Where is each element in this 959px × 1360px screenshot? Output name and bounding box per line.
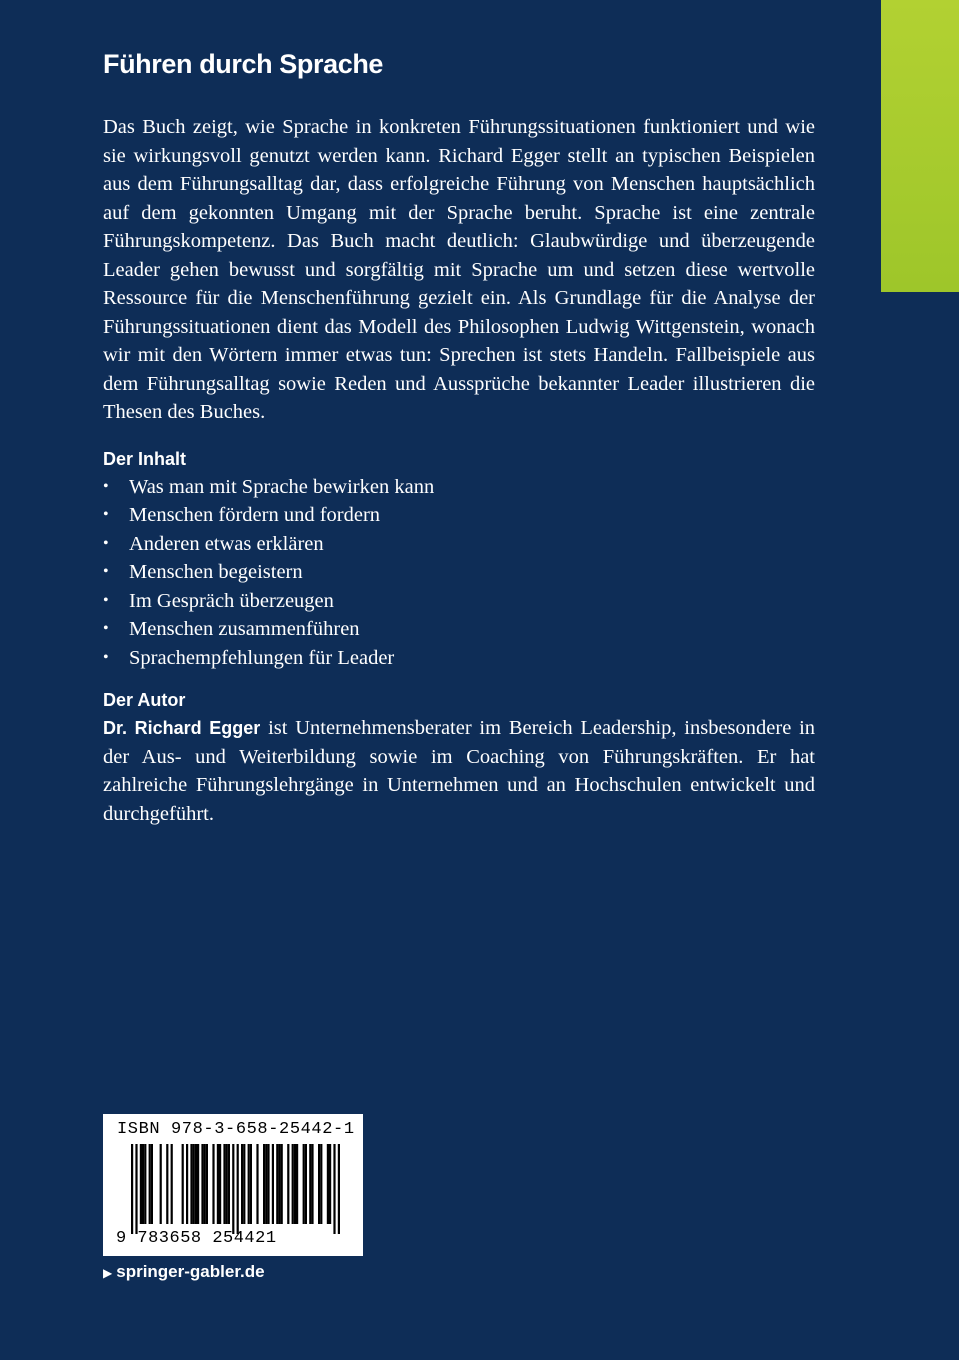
barcode-guard-bar — [338, 1144, 340, 1234]
barcode-bar — [151, 1144, 153, 1224]
play-arrow-icon: ▶ — [103, 1266, 113, 1280]
barcode-bar — [144, 1144, 146, 1224]
author-bio — [103, 714, 815, 828]
barcode-bar — [186, 1144, 188, 1224]
barcode-bar — [267, 1144, 269, 1224]
bullet-icon: • — [103, 477, 109, 495]
barcode-bar — [287, 1144, 289, 1224]
list-item: • Was man mit Sprache bewirken kann — [103, 473, 815, 502]
list-item: • Sprachempfehlungen für Leader — [103, 644, 815, 673]
barcode-guard-bar — [232, 1144, 234, 1234]
barcode-bar — [318, 1144, 320, 1224]
publisher-website[interactable] — [103, 1262, 265, 1282]
barcode-bar — [263, 1144, 265, 1224]
barcode-bar — [296, 1144, 298, 1224]
barcode-bar — [276, 1144, 278, 1224]
barcode-bar — [327, 1144, 329, 1224]
barcode-guard-bar — [131, 1144, 133, 1234]
barcode-bar — [250, 1144, 252, 1224]
barcode-bar — [206, 1144, 208, 1224]
barcode-bar — [243, 1144, 245, 1224]
barcode-bar — [292, 1144, 294, 1224]
author-name: Dr. Richard Egger — [103, 718, 261, 738]
list-item: • Menschen fördern und fordern — [103, 501, 815, 530]
bullet-icon: • — [103, 591, 109, 609]
barcode-bar — [212, 1144, 214, 1224]
list-item: • Im Gespräch überzeugen — [103, 587, 815, 616]
website-text: springer-gabler.de — [116, 1262, 265, 1281]
bullet-icon: • — [103, 506, 109, 523]
author-heading: Der Autor — [103, 690, 186, 710]
barcode-bar — [226, 1144, 228, 1224]
barcode-bar — [305, 1144, 307, 1224]
isbn-label: ISBN 978-3-658-25442-1 — [117, 1120, 355, 1139]
isbn-barcode — [103, 1114, 363, 1256]
barcode-bar — [265, 1144, 267, 1224]
barcode-bar — [219, 1144, 221, 1224]
barcode-guard-bar — [135, 1144, 137, 1234]
accent-bar — [881, 0, 959, 292]
bullet-icon: • — [103, 620, 109, 637]
barcode-bar — [309, 1144, 311, 1224]
barcode-bar — [142, 1144, 144, 1224]
barcode-bar — [171, 1144, 173, 1224]
contents-list — [103, 473, 815, 673]
barcode-digits: 9 783658 254421 — [116, 1229, 277, 1248]
barcode-guard-bar — [333, 1144, 335, 1234]
author-bio-text: ist Unternehmensberater im Bereich Leadership, insbesondere in der Aus- und Weiterbildung sowie im Coaching von Führungskräften. Er hat zahlreiche Führungslehrgänge in Unternehmen und an Hochschulen entwickelt und durchgeführt. — [103, 717, 816, 825]
contents-heading: Der Inhalt — [103, 448, 187, 469]
barcode-bar — [195, 1144, 197, 1224]
barcode-bar — [294, 1144, 296, 1224]
barcode-bar — [166, 1144, 168, 1224]
barcode-bar — [303, 1144, 305, 1224]
bullet-icon: • — [103, 648, 109, 666]
list-item: • Menschen begeistern — [103, 558, 815, 587]
barcode-bar — [190, 1144, 192, 1224]
barcode-bar — [140, 1144, 142, 1224]
barcode-bar — [204, 1144, 206, 1224]
barcode-bar — [241, 1144, 243, 1224]
bullet-icon: • — [103, 563, 109, 580]
barcode-bar — [193, 1144, 195, 1224]
barcode-bar — [272, 1144, 274, 1224]
barcode-bar — [228, 1144, 230, 1224]
list-item: • Menschen zusammenführen — [103, 615, 815, 644]
barcode-bar — [201, 1144, 203, 1224]
barcode-guard-bar — [237, 1144, 239, 1234]
barcode-bar — [278, 1144, 280, 1224]
book-description: Das Buch zeigt, wie Sprache in konkreten Führungssituationen funktioniert und wie sie wirkungsvoll genutzt werden kann. Richard Egger stellt an typischen Beispielen aus dem Führungsalltag dar, dass erfolgreiche Führung von Menschen hauptsächlich auf dem gekonnten Umgang mit der Sprache beruht. Sprache ist eine zentrale Führungskompetenz. Das Buch macht deutlich: Glaubwürdige und überzeugende Leader gehen bewusst und sorgfältig mit Sprache um und setzen diese wertvolle Ressource für die Menschenführung gezielt ein. Als Grundlage für die Analyse der Führungssituationen dient das Modell des Philosophen Ludwig Wittgenstein, wonach wir mit den Wörtern immer etwas tun: Sprechen ist stets Handeln. Fallbeispiele aus dem Führungsalltag sowie Reden und Aussprüche bekannter Leader illustrieren die Thesen des Buches. — [103, 116, 815, 423]
back-cover-content — [103, 46, 815, 828]
book-title: Führen durch Sprache — [103, 49, 384, 79]
barcode-bar — [256, 1144, 258, 1224]
barcode-bar — [311, 1144, 313, 1224]
bullet-icon: • — [103, 534, 109, 552]
barcode-bar — [248, 1144, 250, 1224]
barcode-bar — [217, 1144, 219, 1224]
barcode-bar — [223, 1144, 225, 1224]
barcode-bar — [329, 1144, 331, 1224]
barcode-bar — [160, 1144, 162, 1224]
barcode-bar — [320, 1144, 322, 1224]
barcode-bar — [281, 1144, 283, 1224]
list-item: • Anderen etwas erklären — [103, 530, 815, 559]
barcode-bar — [149, 1144, 151, 1224]
barcode-bar — [182, 1144, 184, 1224]
barcode-bar — [197, 1144, 199, 1224]
